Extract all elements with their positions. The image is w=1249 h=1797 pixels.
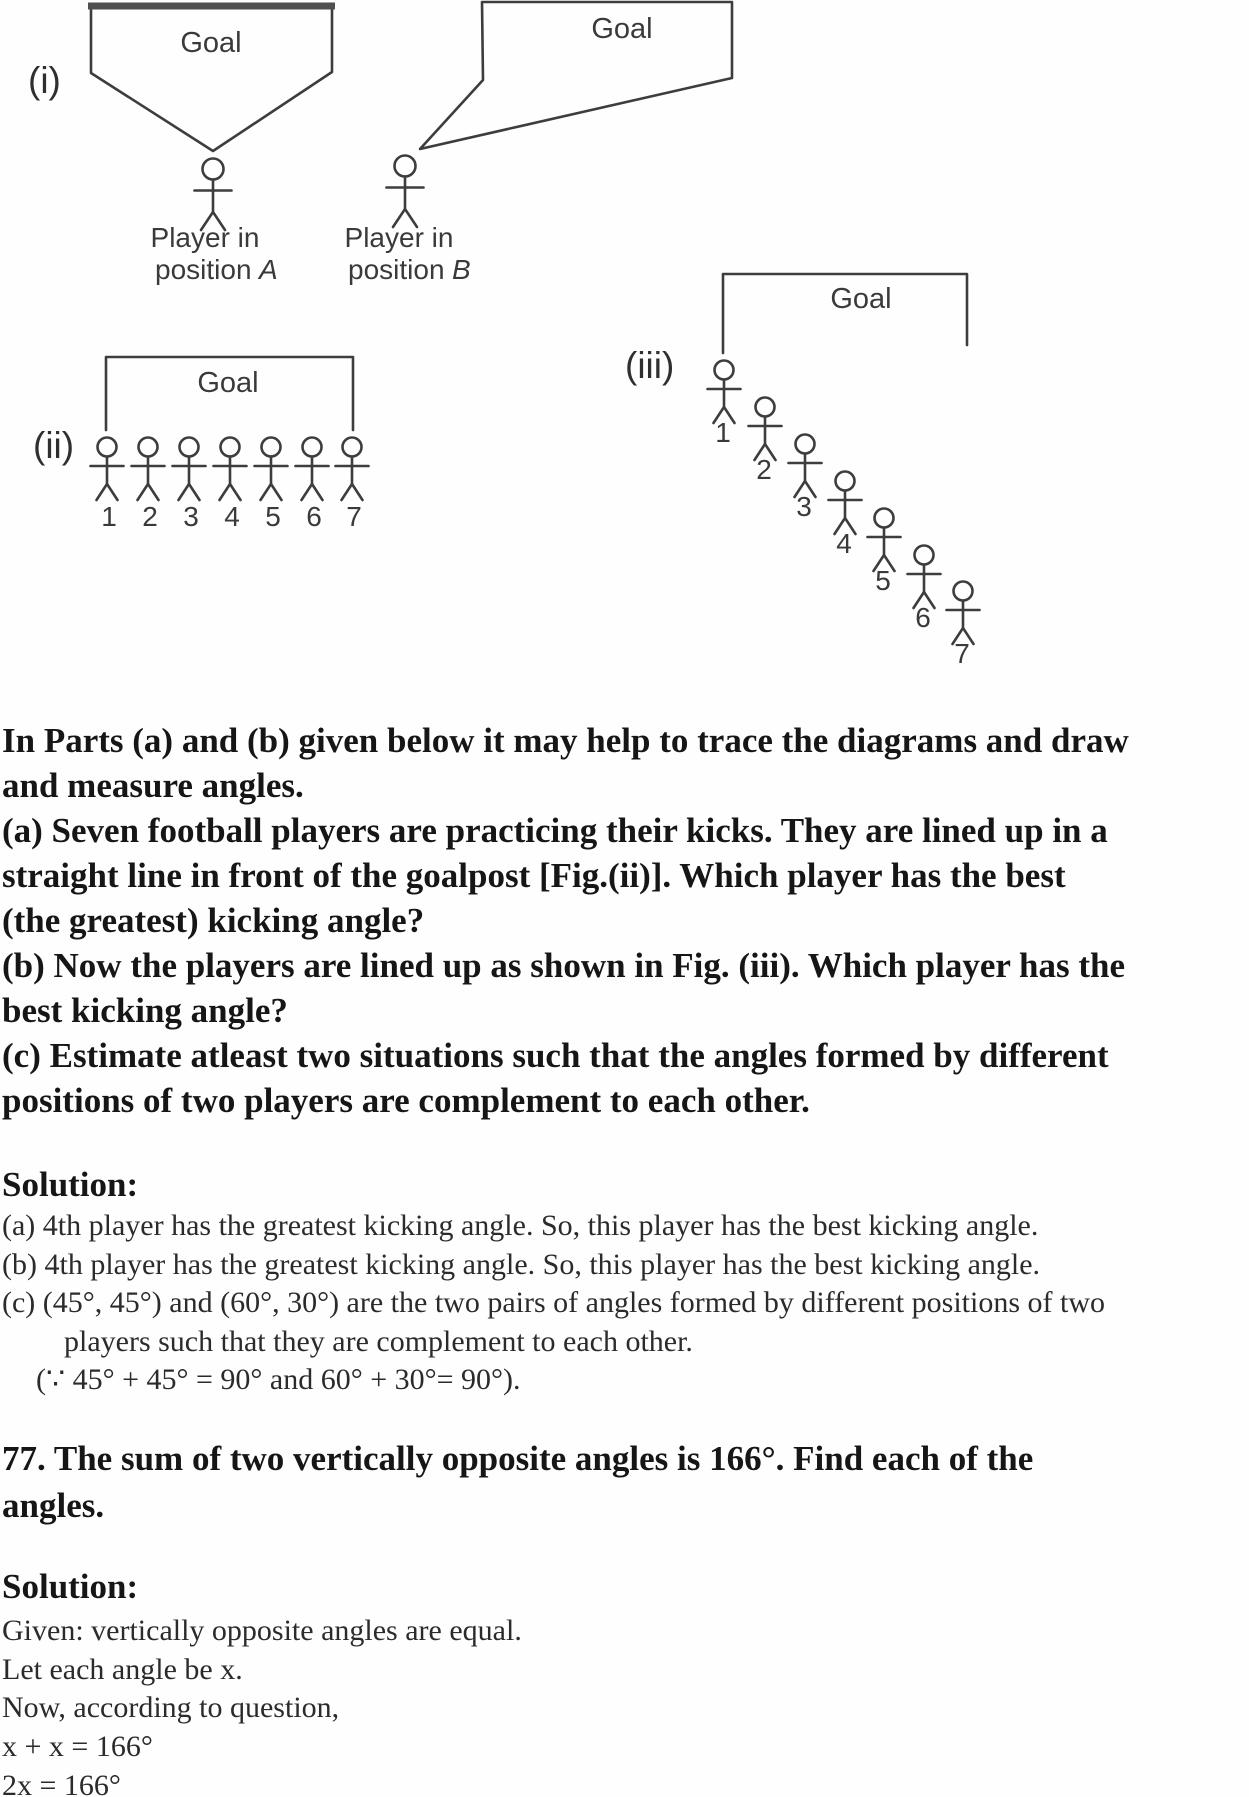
solution-heading-abc: Solution:	[2, 1165, 139, 1204]
row-player-7	[336, 438, 369, 501]
text-line: (a) 4th player has the greatest kicking angle. So, this player has the best kicking angle.	[2, 1209, 1039, 1242]
text-line: (b) 4th player has the greatest kicking angle. So, this player has the best kicking angle.	[2, 1247, 1041, 1281]
diag-number-7: 7	[954, 638, 970, 669]
question-abc	[2, 718, 1248, 1123]
diag-number-3: 3	[796, 491, 812, 522]
row-player-3	[173, 438, 206, 501]
figure-i	[28, 2, 732, 285]
text-line: 77. The sum of two vertically opposite angles is 166°. Find each of the	[2, 1439, 1034, 1478]
diag-number-2: 2	[756, 454, 772, 485]
diag-player-5	[868, 509, 901, 572]
goal-i-left-label: Goal	[180, 27, 242, 59]
text-line: (c) Estimate atleast two situations such that the angles formed by different	[2, 1036, 1109, 1075]
text-line: Let each angle be x.	[2, 1652, 243, 1686]
diag-player-3	[789, 435, 822, 498]
goal-i-right-label: Goal	[591, 13, 653, 45]
figure-i-label: (i)	[28, 60, 61, 101]
text-line: best kicking angle?	[2, 991, 288, 1030]
diag-number-4: 4	[836, 528, 852, 559]
diag-number-1: 1	[715, 417, 731, 448]
diag-number-6: 6	[915, 602, 931, 633]
text-line: x + x = 166°	[2, 1730, 153, 1764]
player-b-caption-line1: Player in	[344, 222, 454, 253]
figure-iii	[625, 274, 980, 669]
row-player-1	[91, 438, 124, 501]
row-player-4	[214, 438, 247, 501]
row-player-2	[132, 438, 165, 501]
diag-player-2	[749, 398, 782, 461]
row-player-5	[255, 438, 288, 501]
diag-player-1	[708, 361, 741, 424]
text-line: (∵ 45° + 45° = 90° and 60° + 30°= 90°).	[36, 1363, 521, 1396]
text-line: 2x = 166°	[2, 1768, 121, 1797]
text-line: (b) Now the players are lined up as shown in Fig. (iii). Which player has the	[2, 946, 1126, 985]
text-line: In Parts (a) and (b) given below it may help to trace the diagrams and draw	[2, 721, 1129, 760]
player-b-caption-word: position	[348, 254, 445, 285]
solution-77	[2, 1612, 1248, 1797]
row-number-1: 1	[101, 501, 117, 532]
row-number-6: 6	[306, 501, 322, 532]
figure-iii-label: (iii)	[625, 345, 675, 386]
text-line: and measure angles.	[2, 766, 304, 805]
row-number-4: 4	[224, 501, 240, 532]
text-line: players such that they are complement to each other.	[64, 1324, 693, 1358]
question-77	[2, 1435, 1248, 1529]
player-a-caption-line1: Player in	[150, 222, 260, 253]
diag-player-4	[829, 472, 862, 535]
solution-abc	[2, 1207, 1248, 1400]
goal-iii-label: Goal	[830, 283, 892, 315]
row-number-3: 3	[183, 501, 199, 532]
text-line: angles.	[2, 1486, 105, 1525]
player-a-figure	[195, 159, 232, 231]
player-a-caption	[151, 222, 278, 285]
text-line: (c) (45°, 45°) and (60°, 30°) are the two pairs of angles formed by different positions of two	[2, 1286, 1105, 1319]
solution-heading-77: Solution:	[2, 1567, 139, 1606]
text-line: Given: vertically opposite angles are equal.	[2, 1614, 522, 1647]
diag-player-7	[947, 582, 980, 645]
goal-ii-label: Goal	[197, 367, 259, 399]
football-figures	[0, 0, 1249, 690]
text-line: (a) Seven football players are practicing their kicks. They are lined up in a	[2, 811, 1108, 850]
goal-iii	[723, 274, 967, 353]
row-number-7: 7	[346, 501, 362, 532]
row-number-5: 5	[265, 501, 281, 532]
row-player-6	[296, 438, 329, 501]
goal-ii	[106, 357, 353, 430]
text-line: positions of two players are complement to each other.	[2, 1081, 810, 1120]
player-b-caption-letter: B	[452, 254, 471, 285]
text-line: (the greatest) kicking angle?	[2, 901, 425, 940]
row-number-2: 2	[142, 501, 158, 532]
player-a-caption-word: position	[155, 254, 252, 285]
text-line: straight line in front of the goalpost [Fig.(ii)]. Which player has the best	[2, 856, 1066, 895]
player-b-figure	[387, 156, 424, 228]
player-b-caption	[345, 222, 471, 285]
goal-i-left	[88, 5, 335, 151]
diag-number-5: 5	[875, 565, 891, 596]
figure-ii	[33, 357, 369, 532]
figure-ii-label: (ii)	[33, 425, 75, 466]
player-a-caption-letter: A	[259, 254, 278, 285]
diag-player-6	[908, 546, 941, 609]
goal-i-right	[420, 2, 732, 149]
text-line: Now, according to question,	[2, 1691, 340, 1725]
